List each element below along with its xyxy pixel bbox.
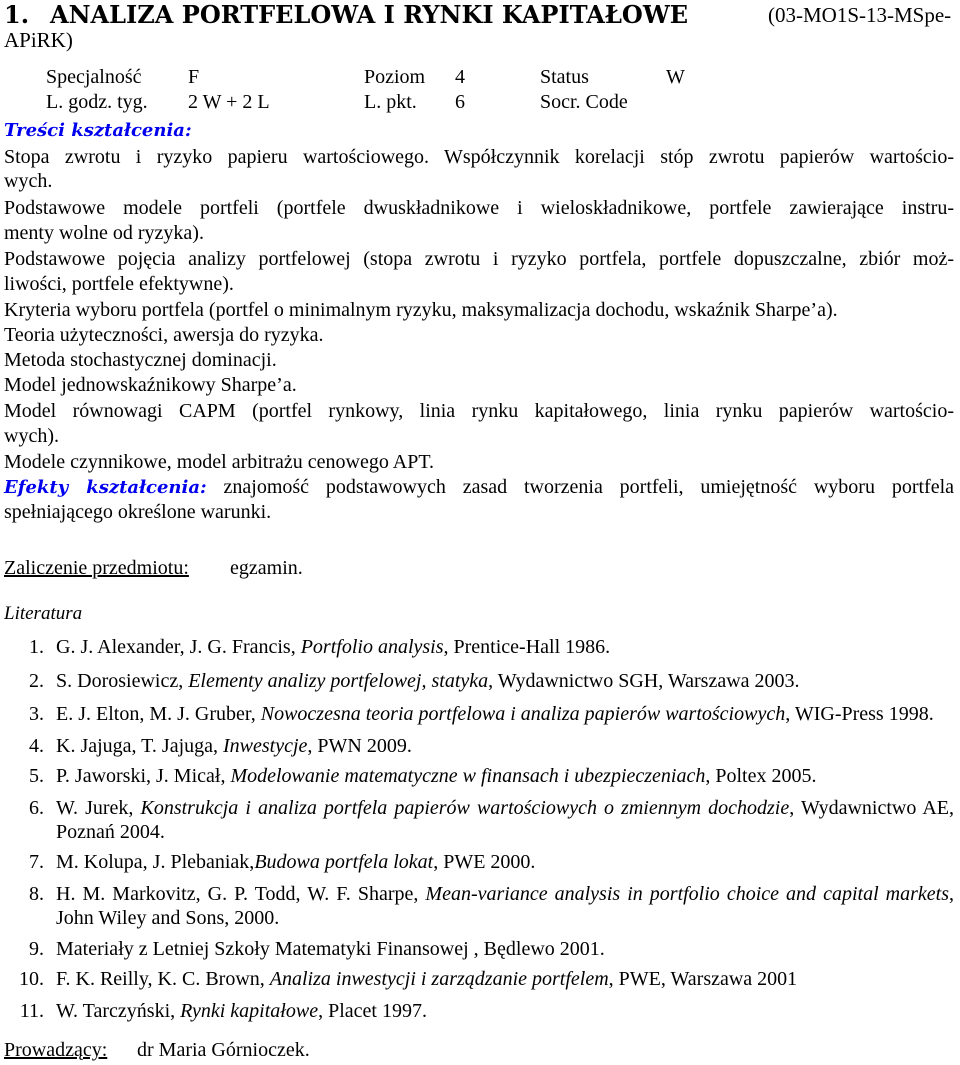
bibliography-text: , Placet 1997. <box>318 1000 427 1022</box>
bibliography-entry <box>56 703 934 726</box>
tresci-line: liwości, portfele efektywne). <box>4 273 234 295</box>
bibliography-text: E. J. Elton, M. J. Gruber, <box>56 703 261 725</box>
tresci-line: Model równowagi CAPM (portfel rynkowy, linia rynku kapitałowego, linia rynku papierów wartościo- <box>4 400 954 422</box>
meta-value: 2 W + 2 L <box>188 91 270 113</box>
bibliography-number: 10. <box>19 968 44 990</box>
bibliography-entry <box>56 821 165 844</box>
bibliography-text: , Wydawnictwo AE, <box>789 797 954 819</box>
literatura-heading: Literatura <box>4 603 83 624</box>
bibliography-title: Modelowanie matematyczne w finansach i ubezpieczeniach <box>230 765 706 787</box>
meta-value: F <box>188 66 200 88</box>
bibliography-entry <box>56 851 535 874</box>
bibliography-title: Elementy analizy portfelowej, statyka <box>188 670 489 692</box>
meta-value: W <box>666 66 685 88</box>
tresci-line: Model jednowskaźnikowy Sharpe’a. <box>4 374 297 396</box>
bibliography-text: M. Kolupa, J. Plebaniak, <box>56 851 255 873</box>
bibliography-title: Rynki kapitałowe <box>180 1000 319 1022</box>
bibliography-entry <box>56 735 412 758</box>
bibliography-text: , Prentice-Hall 1986. <box>443 636 611 658</box>
tresci-line: Modele czynnikowe, model arbitrażu cenowego APT. <box>4 451 435 473</box>
bibliography-text: , PWE, Warszawa 2001 <box>608 968 798 990</box>
meta-label: Socr. Code <box>540 91 628 113</box>
meta-value: 4 <box>455 66 465 88</box>
bibliography-entry <box>56 883 954 906</box>
bibliography-text: S. Dorosiewicz, <box>56 670 189 692</box>
bibliography-text: John Wiley and Sons, 2000. <box>56 907 280 929</box>
efekty-text-continued: spełniającego określone warunki. <box>4 501 272 523</box>
bibliography-entry <box>56 1000 427 1023</box>
bibliography-number: 5. <box>29 765 44 787</box>
bibliography-text: , Wydawnictwo SGH, Warszawa 2003. <box>488 670 800 692</box>
efekty-paragraph <box>4 476 954 499</box>
bibliography-text: P. Jaworski, J. Micał, <box>56 765 231 787</box>
bibliography-entry <box>56 938 605 961</box>
prowadzacy-value: dr Maria Górnioczek. <box>137 1039 310 1061</box>
bibliography-title: Inwestycje <box>223 735 308 757</box>
tresci-heading: Treści kształcenia: <box>4 120 192 141</box>
bibliography-text: Materiały z Letniej Szkoły Matematyki Finansowej , Będlewo 2001. <box>56 938 605 960</box>
bibliography-text: , PWN 2009. <box>307 735 412 757</box>
bibliography-text: Poznań 2004. <box>56 821 165 843</box>
tresci-line: Teoria użyteczności, awersja do ryzyka. <box>4 324 324 346</box>
tresci-line: Podstawowe modele portfeli (portfele dwuskładnikowe i wieloskładnikowe, portfele zawierające instru- <box>4 197 954 219</box>
bibliography-title: Analiza inwestycji i zarządzanie portfelem <box>269 968 609 990</box>
bibliography-text: W. Jurek, <box>56 797 141 819</box>
bibliography-text: K. Jajuga, T. Jajuga, <box>56 735 224 757</box>
meta-label: L. godz. tyg. <box>46 91 148 113</box>
efekty-heading: Efekty kształcenia: <box>4 477 207 498</box>
bibliography-number: 4. <box>29 735 44 757</box>
bibliography-entry <box>56 797 954 820</box>
bibliography-number: 8. <box>29 883 44 905</box>
meta-label: Poziom <box>364 66 426 88</box>
meta-label: Specjalność <box>46 66 142 88</box>
prowadzacy-label: Prowadzący: <box>4 1039 108 1061</box>
tresci-line: Metoda stochastycznej dominacji. <box>4 349 277 371</box>
tresci-line: wych. <box>4 170 53 192</box>
zaliczenie-label: Zaliczenie przedmiotu: <box>4 557 189 579</box>
bibliography-entry <box>56 636 610 659</box>
bibliography-text: H. M. Markovitz, G. P. Todd, W. F. Sharpe, <box>56 883 426 905</box>
bibliography-number: 2. <box>29 670 44 692</box>
tresci-line: wych). <box>4 425 59 447</box>
meta-label: Status <box>540 66 589 88</box>
bibliography-text: G. J. Alexander, J. G. Francis, <box>56 636 301 658</box>
tresci-line: Kryteria wyboru portfela (portfel o minimalnym ryzyku, maksymalizacja dochodu, wskaźnik Sharpe’a). <box>4 299 838 321</box>
bibliography-number: 6. <box>29 797 44 819</box>
efekty-text: znajomość podstawowych zasad tworzenia portfeli, umiejętność wyboru portfela <box>223 476 955 498</box>
bibliography-title: Budowa portfela lokat <box>254 851 434 873</box>
bibliography-text: W. Tarczyński, <box>56 1000 181 1022</box>
bibliography-number: 1. <box>29 636 44 658</box>
bibliography-number: 11. <box>19 1000 44 1022</box>
meta-value: 6 <box>455 91 465 113</box>
bibliography-entry <box>56 670 800 693</box>
tresci-line: Podstawowe pojęcia analizy portfelowej (stopa zwrotu i ryzyko portfela, portfele dopuszczalne, zbiór moż- <box>4 248 954 270</box>
bibliography-entry <box>56 765 816 788</box>
bibliography-number: 3. <box>29 703 44 725</box>
bibliography-text: , Poltex 2005. <box>705 765 817 787</box>
bibliography-text: , WIG-Press 1998. <box>785 703 934 725</box>
course-title: ANALIZA PORTFELOWA I RYNKI KAPITAŁOWE <box>50 0 689 29</box>
meta-label: L. pkt. <box>364 91 417 113</box>
bibliography-number: 9. <box>29 938 44 960</box>
bibliography-text: , <box>949 883 954 905</box>
course-code: (03-MO1S-13-MSpe- <box>768 3 952 27</box>
section-number: 1. <box>4 0 30 29</box>
bibliography-text: F. K. Reilly, K. C. Brown, <box>56 968 270 990</box>
zaliczenie-value: egzamin. <box>230 557 303 579</box>
bibliography-entry <box>56 907 279 930</box>
bibliography-title: Mean-variance analysis in portfolio choice and capital markets <box>425 883 949 905</box>
bibliography-title: Nowoczesna teoria portfelowa i analiza papierów wartościowych <box>260 703 786 725</box>
bibliography-number: 7. <box>29 851 44 873</box>
bibliography-title: Konstrukcja i analiza portfela papierów wartościowych o zmiennym dochodzie <box>140 797 790 819</box>
bibliography-text: , PWE 2000. <box>433 851 536 873</box>
course-code-continued: APiRK) <box>4 28 73 52</box>
tresci-line: menty wolne od ryzyka). <box>4 222 204 244</box>
bibliography-title: Portfolio analysis <box>300 636 444 658</box>
tresci-line: Stopa zwrotu i ryzyko papieru wartościowego. Współczynnik korelacji stóp zwrotu papierów wartościo- <box>4 146 954 168</box>
bibliography-entry <box>56 968 797 991</box>
